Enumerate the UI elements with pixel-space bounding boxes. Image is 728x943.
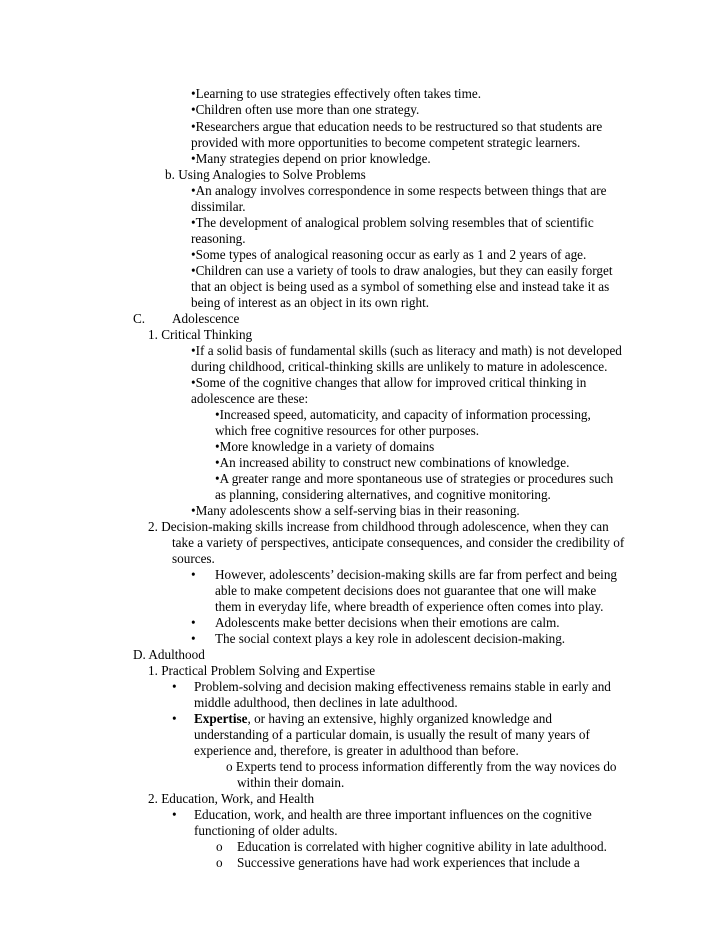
bullet-text: However, adolescents’ decision-making skills are far from perfect and being xyxy=(215,567,618,582)
text-line: take a variety of perspectives, anticipate consequences, and consider the credibility of xyxy=(172,535,625,550)
text-line: dissimilar. xyxy=(191,199,246,214)
bullet-icon: • xyxy=(172,679,177,694)
bullet-line: •Learning to use strategies effectively often takes time. xyxy=(191,86,481,101)
bullet-text: Education, work, and health are three important influences on the cognitive xyxy=(194,807,592,822)
section-heading: Adolescence xyxy=(172,311,240,326)
bullet-icon: • xyxy=(191,631,196,646)
bullet-line: •Some of the cognitive changes that allow for improved critical thinking in xyxy=(191,375,587,390)
bullet-line: •Researchers argue that education needs to be restructured so that students are xyxy=(191,119,603,134)
bullet-line: •Some types of analogical reasoning occur as early as 1 and 2 years of age. xyxy=(191,247,587,262)
bullet-line: •An analogy involves correspondence in some respects between things that are xyxy=(191,183,607,198)
sub-bullet-icon: o xyxy=(216,855,223,870)
bullet-line: •More knowledge in a variety of domains xyxy=(215,439,435,454)
text-line: provided with more opportunities to become competent strategic learners. xyxy=(191,135,581,150)
bullet-icon: • xyxy=(191,615,196,630)
bullet-line: •If a solid basis of fundamental skills (such as literacy and math) is not developed xyxy=(191,343,622,358)
text-line: functioning of older adults. xyxy=(194,823,338,838)
numbered-item: 2. Decision-making skills increase from childhood through adolescence, when they can xyxy=(148,519,609,534)
subsection-heading: 1. Practical Problem Solving and Expertise xyxy=(148,663,376,678)
bullet-text: Adolescents make better decisions when their emotions are calm. xyxy=(215,615,560,630)
text-line: able to make competent decisions does not guarantee that one will make xyxy=(215,583,597,598)
bullet-icon: • xyxy=(172,807,177,822)
section-heading: b. Using Analogies to Solve Problems xyxy=(165,167,366,182)
text-line: reasoning. xyxy=(191,231,246,246)
text-line: them in everyday life, where breadth of experience often comes into play. xyxy=(215,599,604,614)
bullet-text: Problem-solving and decision making effectiveness remains stable in early and xyxy=(194,679,611,694)
text-line: as planning, considering alternatives, and cognitive monitoring. xyxy=(215,487,551,502)
subsection-heading: 1. Critical Thinking xyxy=(148,327,253,342)
bullet-line: •Many adolescents show a self-serving bias in their reasoning. xyxy=(191,503,520,518)
text-line: middle adulthood, then declines in late adulthood. xyxy=(194,695,458,710)
bullet-line: •Increased speed, automaticity, and capacity of information processing, xyxy=(215,407,591,422)
text-line: during childhood, critical-thinking skills are unlikely to mature in adolescence. xyxy=(191,359,608,374)
bullet-text: The social context plays a key role in adolescent decision-making. xyxy=(215,631,566,646)
section-heading: D. Adulthood xyxy=(133,647,205,662)
text-line: that an object is being used as a symbol of something else and instead take it as xyxy=(191,279,610,294)
subsection-heading: 2. Education, Work, and Health xyxy=(148,791,315,806)
bullet-line: •Children can use a variety of tools to draw analogies, but they can easily forget xyxy=(191,263,613,278)
text-line: being of interest as an object in its own right. xyxy=(191,295,430,310)
sub-bullet-text: Education is correlated with higher cognitive ability in late adulthood. xyxy=(237,839,607,854)
sub-bullet-line: o Experts tend to process information differently from the way novices do xyxy=(226,759,617,774)
text-line: understanding of a particular domain, is usually the result of many years of xyxy=(194,727,590,742)
bullet-line: •Children often use more than one strategy. xyxy=(191,102,420,117)
bullet-line: •Many strategies depend on prior knowledge. xyxy=(191,151,431,166)
sub-bullet-icon: o xyxy=(216,839,223,854)
text-line: within their domain. xyxy=(237,775,345,790)
expertise-definition: , or having an extensive, highly organized knowledge and xyxy=(247,711,552,726)
bullet-line: •The development of analogical problem solving resembles that of scientific xyxy=(191,215,594,230)
text-line: which free cognitive resources for other purposes. xyxy=(215,423,480,438)
bullet-icon: • xyxy=(172,711,177,726)
section-letter: C. xyxy=(133,311,146,326)
bullet-text xyxy=(194,711,552,727)
text-line: experience and, therefore, is greater in adulthood than before. xyxy=(194,743,519,758)
text-line: adolescence are these: xyxy=(191,391,309,406)
expertise-term: Expertise xyxy=(194,711,248,726)
bullet-icon: • xyxy=(191,567,196,582)
text-line: sources. xyxy=(172,551,215,566)
sub-bullet-text: Successive generations have had work experiences that include a xyxy=(237,855,580,870)
bullet-line: •A greater range and more spontaneous use of strategies or procedures such xyxy=(215,471,614,486)
bullet-line: •An increased ability to construct new combinations of knowledge. xyxy=(215,455,570,470)
